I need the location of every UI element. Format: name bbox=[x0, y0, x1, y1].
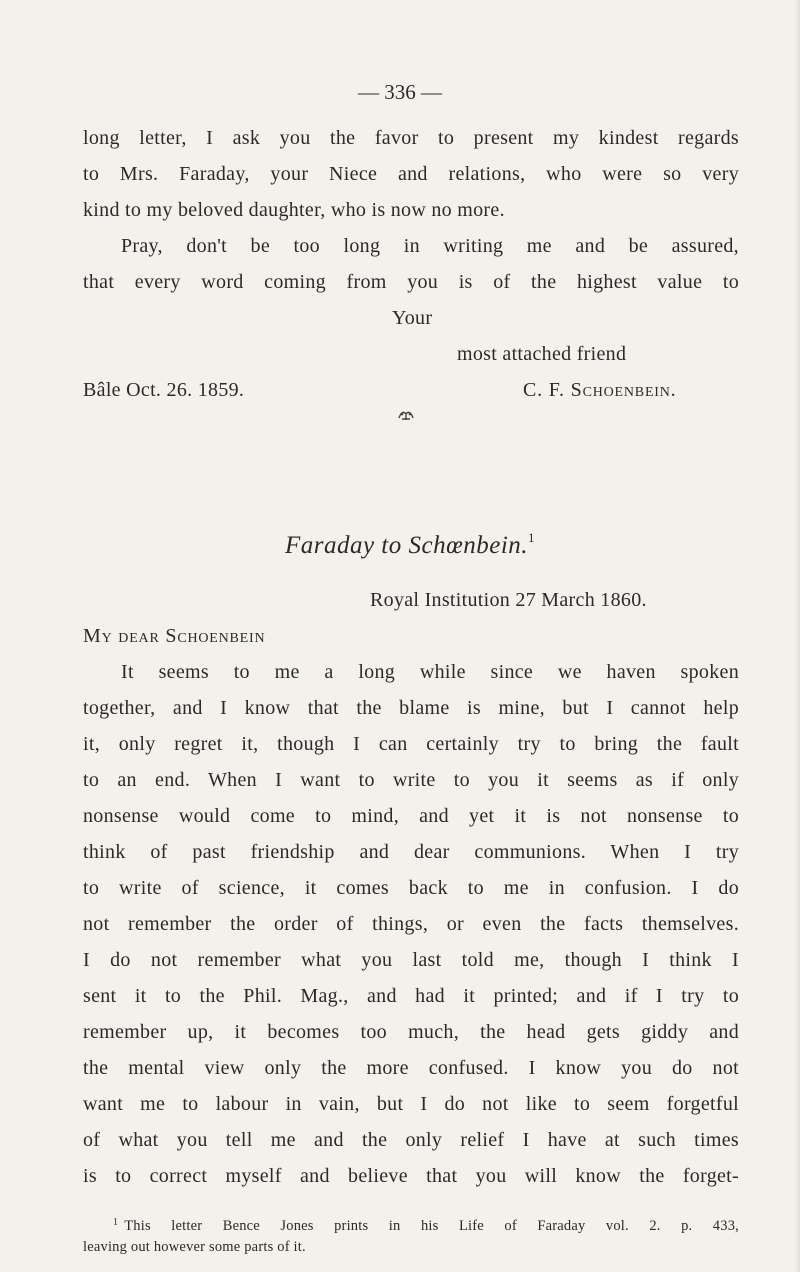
footnote-text: This letter Bence Jones prints in his Life of Faraday vol. 2. p. 433, bbox=[124, 1218, 739, 1234]
letter-title: Faraday to Schœnbein. bbox=[284, 532, 529, 559]
text-line: long letter, I ask you the favor to present my kindest regards bbox=[83, 127, 739, 149]
footnote-marker: 1 bbox=[113, 1217, 119, 1228]
text-line: want me to labour in vain, but I do not like to seem forgetful bbox=[83, 1093, 739, 1115]
fleuron-icon bbox=[397, 408, 415, 422]
text-line: of what you tell me and the only relief I have at such times bbox=[83, 1129, 739, 1151]
valediction: Your bbox=[392, 307, 433, 329]
signature: C. F. Schoenbein. bbox=[523, 379, 677, 401]
footnote-ref: 1 bbox=[528, 530, 536, 545]
text-line: that every word coming from you is of the highest value to bbox=[83, 271, 739, 293]
text-line: the mental view only the more confused. I know you do not bbox=[83, 1057, 739, 1079]
letter-heading bbox=[0, 530, 800, 560]
text-line: to write of science, it comes back to me in confusion. I do bbox=[83, 877, 739, 899]
text-line: It seems to me a long while since we haven spoken bbox=[121, 661, 739, 683]
text-line: not remember the order of things, or even the facts themselves. bbox=[83, 913, 739, 935]
place-date: Bâle Oct. 26. 1859. bbox=[83, 379, 245, 401]
text-line: is to correct myself and believe that you will know the forget- bbox=[83, 1165, 739, 1187]
page-number: — 336 — bbox=[358, 80, 442, 104]
text-line: sent it to the Phil. Mag., and had it printed; and if I try to bbox=[83, 985, 739, 1007]
text-line: together, and I know that the blame is mine, but I cannot help bbox=[83, 697, 739, 719]
footnote-line: leaving out however some parts of it. bbox=[83, 1239, 306, 1255]
text-line: remember up, it becomes too much, the head gets giddy and bbox=[83, 1021, 739, 1043]
text-line: I do not remember what you last told me, though I think I bbox=[83, 949, 739, 971]
page-edge bbox=[794, 0, 800, 1272]
text-line: think of past friendship and dear communions. When I try bbox=[83, 841, 739, 863]
address-date: Royal Institution 27 March 1860. bbox=[370, 589, 647, 611]
text-line: to Mrs. Faraday, your Niece and relations, who were so very bbox=[83, 163, 739, 185]
text-line: kind to my beloved daughter, who is now no more. bbox=[83, 199, 505, 221]
text-line: to an end. When I want to write to you it seems as if only bbox=[83, 769, 739, 791]
valediction: most attached friend bbox=[457, 343, 627, 365]
salutation: My dear Schoenbein bbox=[83, 625, 266, 647]
text-line: nonsense would come to mind, and yet it is not nonsense to bbox=[83, 805, 739, 827]
text-line: Pray, don't be too long in writing me and be assured, bbox=[121, 235, 739, 257]
footnote-line bbox=[113, 1212, 739, 1234]
text-line: it, only regret it, though I can certainly try to bring the fault bbox=[83, 733, 739, 755]
